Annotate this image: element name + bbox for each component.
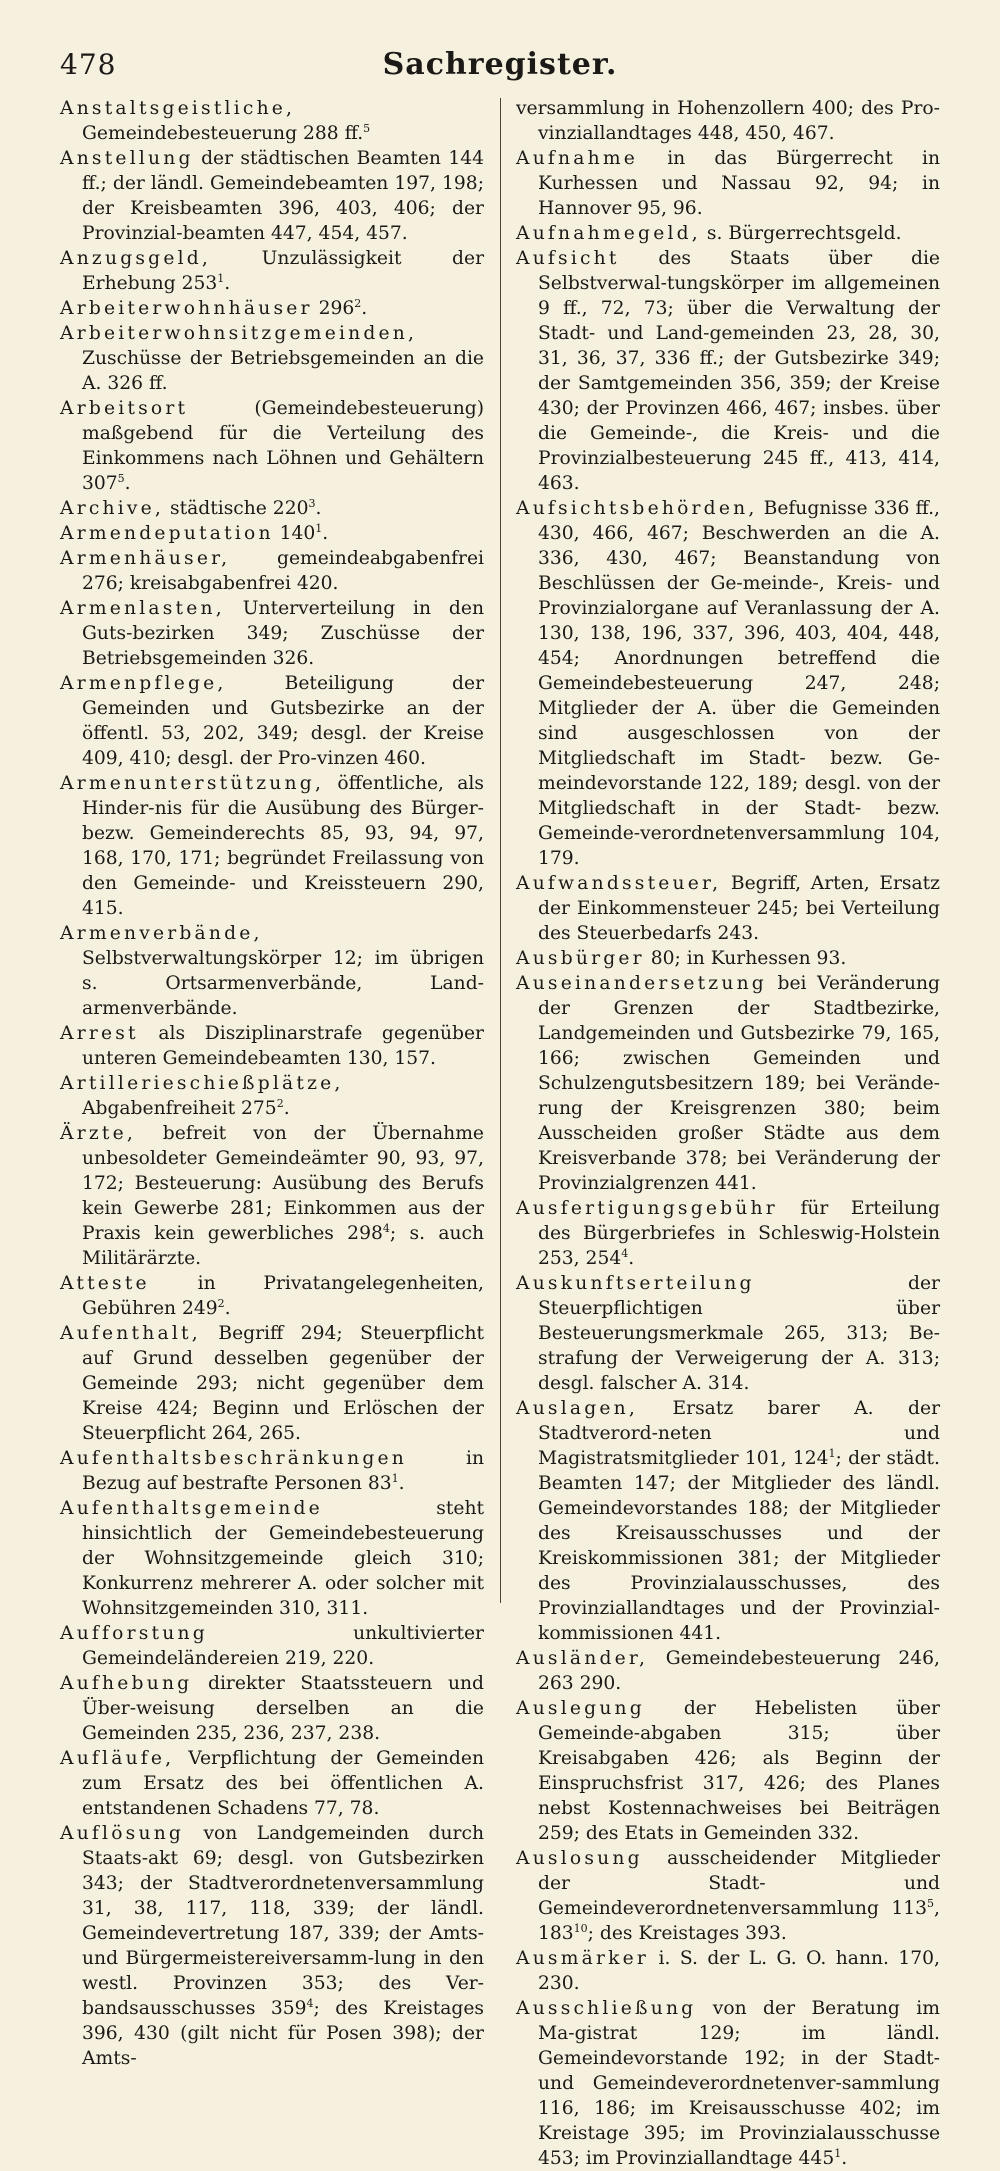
index-entry: [60, 296, 484, 321]
entry-references: des Staats über die Selbstverwal-tungskörper im allgemeinen 9 ff., 72, 73; über die Verwaltung der Stadt- und Land-gemeinden 23, 28, 30, 31, 36, 37, 336 ff.; der Gutsbezirke 349; der Samtgemeinden 356, 359; der Kreise 430; der Provinzen 466, 467; insbes. über die Gemeinde-, die Kreis- und die Provinzialbesteuerung 245 ff., 413, 414, 463.: [538, 248, 940, 494]
entry-references: in das Bürgerrecht in Kurhessen und Nassau 92, 94; in Hannover 95, 96.: [538, 148, 940, 219]
entry-headword: Auflösung: [60, 1823, 185, 1844]
entry-references: gemeindeabgabenfrei 276; kreisabgabenfrei 420.: [82, 548, 484, 594]
entry-headword: Armendeputation: [60, 523, 274, 544]
entry-references: der Steuerpflichtigen über Besteuerungsmerkmale 265, 313; Be-strafung der Verweigerung der A. 313; desgl. falscher A. 314.: [538, 1273, 940, 1394]
entry-references: Beteiligung der Gemeinden und Gutsbezirke an der öffentl. 53, 202, 349; desgl. der Kreise 409, 410; desgl. der Pro-vinzen 460.: [82, 673, 484, 769]
index-entry: [516, 246, 940, 496]
entry-references: s. Bürgerrechtsgeld.: [700, 223, 902, 244]
entry-headword: Aufnahmegeld,: [516, 223, 701, 244]
entry-references: Abgabenfreiheit $275^2$.: [82, 1096, 290, 1119]
index-entry: [60, 1496, 484, 1621]
entry-references: Gemeindebesteuerung 246, 263 290.: [538, 1648, 940, 1694]
entry-references: versammlung in Hohenzollern 400; des Pro-vinziallandtages 448, 450, 467.: [516, 98, 940, 144]
entry-references: städtische $220^3$.: [164, 496, 322, 519]
entry-headword: Armenhäuser,: [60, 548, 231, 569]
index-entry: [60, 1821, 484, 2071]
entry-headword: Anstellung: [60, 148, 194, 169]
entry-headword: Auskunftserteilung: [516, 1273, 755, 1294]
index-entry: [60, 1446, 484, 1496]
entry-headword: Arbeiterwohnhäuser: [60, 298, 313, 319]
index-entry: [60, 1071, 484, 1121]
index-entry: [60, 246, 484, 296]
index-entry: [60, 146, 484, 246]
entry-references: direkter Staatssteuern und Über-weisung derselben an die Gemeinden 235, 236, 237, 238.: [82, 1673, 484, 1744]
index-entry: [516, 871, 940, 946]
index-entry: [60, 546, 484, 596]
entry-references: $296^2$.: [312, 296, 368, 319]
entry-headword: Atteste: [60, 1273, 150, 1294]
entry-references: steht hinsichtlich der Gemeindebesteuerung der Wohnsitzgemeinde gleich 310; Konkurrenz mehrerer A. oder solcher mit Wohnsitzgemeinden 310, 311.: [82, 1498, 484, 1619]
entry-headword: Anzugsgeld,: [60, 248, 212, 269]
entry-references: als Disziplinarstrafe gegenüber unteren Gemeindebeamten 130, 157.: [82, 1023, 484, 1069]
index-entry: [516, 96, 940, 146]
entry-headword: Armenpflege,: [60, 673, 227, 694]
index-entry: [60, 1746, 484, 1821]
entry-references: Zuschüsse der Betriebsgemeinden an die A. 326 ff.: [82, 348, 484, 394]
index-entry: [60, 771, 484, 921]
entry-headword: Auslosung: [516, 1848, 643, 1869]
entry-headword: Arbeitsort: [60, 398, 189, 419]
entry-references: in Privatangelegenheiten, Gebühren $249^2$.: [82, 1273, 484, 1319]
entry-references: Begriff, Arten, Ersatz der Einkommensteuer 245; bei Verteilung des Steuerbedarfs 243.: [538, 873, 940, 944]
index-entry: [60, 1621, 484, 1671]
index-entry: [516, 496, 940, 871]
index-entry: [516, 146, 940, 221]
index-entry: [60, 1121, 484, 1271]
entry-headword: Artillerieschießplätze,: [60, 1073, 344, 1094]
index-entry: [60, 521, 484, 546]
entry-references: der städtischen Beamten 144 ff.; der ländl. Gemeindebeamten 197, 198; der Kreisbeamten 396, 403, 406; der Provinzial-beamten 447, 454, 457.: [82, 148, 484, 244]
entry-references: Unterverteilung in den Guts-bezirken 349; Zuschüsse der Betriebsgemeinden 326.: [82, 598, 484, 669]
entry-references: unkultivierter Gemeindeländereien 219, 220.: [82, 1623, 484, 1669]
entry-headword: Archive,: [60, 498, 165, 519]
entry-headword: Armenverbände,: [60, 923, 263, 944]
entry-references: für Erteilung des Bürgerbriefes in Schleswig-Holstein 253, $254^4$.: [538, 1198, 940, 1269]
entry-headword: Aufenthaltsgemeinde: [60, 1498, 323, 1519]
index-entry: [516, 221, 940, 246]
index-entry: [60, 1271, 484, 1321]
entry-headword: Armenlasten,: [60, 598, 225, 619]
index-entry: [60, 671, 484, 771]
index-entry: [516, 1846, 940, 1946]
entry-references: Verpflichtung der Gemeinden zum Ersatz des bei öffentlichen A. entstandenen Schadens 77, 78.: [82, 1748, 484, 1819]
entry-headword: Arrest: [60, 1023, 139, 1044]
entry-references: bei Veränderung der Grenzen der Stadtbezirke, Landgemeinden und Gutsbezirke 79, 165, 166; zwischen Gemeinden und Schulzengutsbesitzern 189; bei Verände-rung der Kreisgrenzen 380; beim Ausscheiden großer Städte aus dem Kreisverbande 378; bei Veränderung der Provinzialgrenzen 441.: [538, 973, 940, 1194]
index-entry: [60, 921, 484, 1021]
index-entry: [516, 1946, 940, 1996]
entry-references: 80; in Kurhessen 93.: [644, 948, 847, 969]
index-entry: [516, 1696, 940, 1846]
left-column: [60, 96, 485, 2069]
entry-references: Unzulässigkeit der Erhebung $253^1$.: [82, 248, 484, 294]
index-entry: [60, 1021, 484, 1071]
right-column: [516, 96, 940, 2169]
index-entry: [60, 321, 484, 396]
index-entry: [516, 946, 940, 971]
entry-references: Befugnisse 336 ff., 430, 466, 467; Beschwerden an die A. 336, 430, 467; Beanstandung von Beschlüssen der Ge-meinde-, Kreis- und Provinzialorgane auf Veranlassung der A. 130, 138, 196, 337, 396, 403, 404, 448, 454; Anordnungen betreffend die Gemeindebesteuerung 247, 248; Mitglieder der A. über die Gemeinden sind ausgeschlossen von der Mitgliedschaft im Stadt- bezw. Ge-meindevorstande 122, 189; desgl. von der Mitgliedschaft in der Stadt- bezw. Gemeinde-verordnetenversammlung 104, 179.: [538, 498, 940, 869]
entry-headword: Arbeiterwohnsitzgemeinden,: [60, 323, 418, 344]
index-entry: [60, 596, 484, 671]
entry-headword: Aufhebung: [60, 1673, 193, 1694]
running-title: Sachregister.: [382, 46, 618, 82]
entry-references: befreit von der Übernahme unbesoldeter Gemeindeämter 90, 93, 97, 172; Besteuerung: Ausübung des Berufs kein Gewerbe 281; Einkommen aus der Praxis kein gewerbliches $298^4$; s. auch Militärärzte.: [82, 1123, 485, 1269]
entry-headword: Ärzte,: [60, 1123, 136, 1144]
entry-references: in Bezug auf bestrafte Personen $83^1$.: [82, 1448, 484, 1494]
index-columns: [60, 96, 940, 2169]
entry-headword: Auslegung: [516, 1698, 645, 1719]
entry-references: Selbstverwaltungskörper 12; im übrigen s. Ortsarmenverbände, Land-armenverbände.: [82, 948, 484, 1019]
entry-headword: Aufwandssteuer,: [516, 873, 722, 894]
entry-headword: Aufenthalt,: [60, 1323, 201, 1344]
entry-references: der Hebelisten über Gemeinde-abgaben 315; über Kreisabgaben 426; als Beginn der Einspruchsfrist 317, 426; des Planes nebst Kostennachweises bei Beiträgen 259; des Etats in Gemeinden 332.: [538, 1698, 940, 1844]
entry-headword: Ausschließung: [516, 1998, 697, 2019]
index-entry: [60, 1671, 484, 1746]
entry-references: Ersatz barer A. der Stadtverord-neten und Magistratsmitglieder 101, $124^1$; der städt. Beamten 147; der Mitglieder des ländl. Gemeindevorstandes 188; der Mitglieder des Kreisausschusses und der Kreiskommissionen 381; der Mitglieder des Provinzialausschusses, des Provinziallandtages und der Provinzial-kommissionen 441.: [538, 1398, 940, 1644]
entry-headword: Ausbürger: [516, 948, 645, 969]
entry-headword: Armenunterstützung,: [60, 773, 325, 794]
entry-headword: Aufforstung: [60, 1623, 208, 1644]
column-divider: [500, 98, 501, 1603]
page-header: [60, 44, 940, 84]
entry-headword: Aufenthaltsbeschränkungen: [60, 1448, 407, 1469]
entry-headword: Aufläufe,: [60, 1748, 175, 1769]
index-entry: [60, 1321, 484, 1446]
entry-headword: Anstaltsgeistliche,: [60, 98, 296, 119]
index-entry: [516, 1646, 940, 1696]
entry-references: von Landgemeinden durch Staats-akt 69; desgl. von Gutsbezirken 343; der Stadtverordnetenversammlung 31, 38, 117, 118, 339; der ländl. Gemeindevertretung 187, 339; der Amts- und Bürgermeistereiversamm-lung in den westl. Provinzen 353; des Ver-bandsausschusses $359^4$; des Kreistages 396, 430 (gilt nicht für Posen 398); der Amts-: [82, 1823, 484, 2069]
index-entry: [60, 96, 484, 146]
index-entry: [516, 971, 940, 1196]
entry-headword: Aufnahme: [516, 148, 639, 169]
entry-headword: Auseinandersetzung: [516, 973, 767, 994]
index-entry: [60, 496, 484, 521]
entry-headword: Ausmärker: [516, 1948, 650, 1969]
index-entry: [516, 1996, 940, 2171]
entry-headword: Ausfertigungsgebühr: [516, 1198, 778, 1219]
entry-references: von der Beratung im Ma-gistrat 129; im ländl. Gemeindevorstande 192; in der Stadt- und Gemeindeverordnetenver-sammlung 116, 186; im Kreisausschusse 402; im Kreistage 395; im Provinzialausschusse 453; im Provinziallandtage $445^1$.: [538, 1998, 940, 2169]
entry-references: Gemeindebesteuerung 288 ff.$^5$: [82, 121, 371, 144]
entry-headword: Aufsicht: [516, 248, 620, 269]
entry-headword: Aufsichtsbehörden,: [516, 498, 758, 519]
index-entry: [60, 396, 484, 496]
entry-references: i. S. der L. G. O. hann. 170, 230.: [538, 1948, 940, 1994]
entry-references: Begriff 294; Steuerpflicht auf Grund desselben gegenüber der Gemeinde 293; nicht gegenüber dem Kreise 424; Beginn und Erlöschen der Steuerpflicht 264, 265.: [82, 1323, 484, 1444]
entry-headword: Ausländer,: [516, 1648, 649, 1669]
page-number: 478: [60, 48, 117, 81]
entry-references: ausscheidender Mitglieder der Stadt- und Gemeindeverordnetenversammlung $113^5$, $183^{10}$; des Kreistages 393.: [538, 1848, 940, 1944]
index-entry: [516, 1271, 940, 1396]
entry-references: (Gemeindebesteuerung) maßgebend für die Verteilung des Einkommens nach Löhnen und Gehältern $307^5$.: [82, 398, 484, 494]
entry-headword: Auslagen,: [516, 1398, 639, 1419]
index-entry: [516, 1396, 940, 1646]
index-entry: [516, 1196, 940, 1271]
entry-references: $140^1$.: [273, 521, 329, 544]
entry-references: öffentliche, als Hinder-nis für die Ausübung des Bürger- bezw. Gemeinderechts 85, 93, 94, 97, 168, 170, 171; begründet Freilassung von den Gemeinde- und Kreissteuern 290, 415.: [82, 773, 484, 919]
